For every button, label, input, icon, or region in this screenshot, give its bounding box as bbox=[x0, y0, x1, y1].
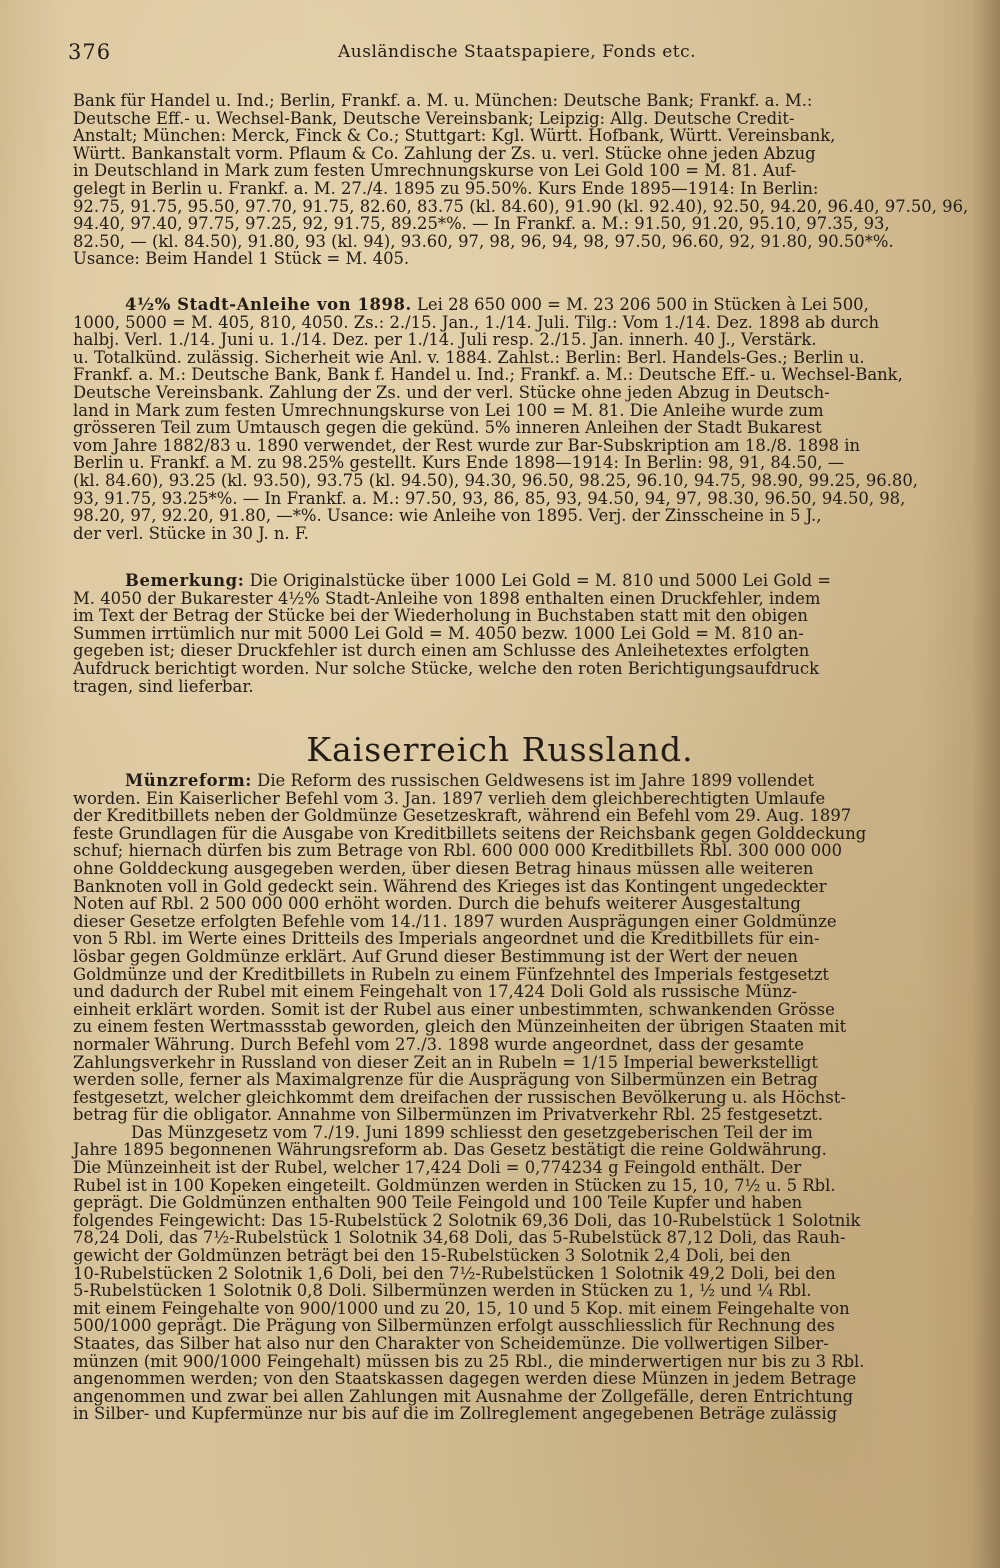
text-line: Zahlungsverkehr in Russland von dieser Zeit an in Rubeln = 1/15 Imperial bewerkstelligt bbox=[73, 1052, 818, 1072]
text-line: folgendes Feingewicht: Das 15-Rubelstück 2 Solotnik 69,36 Doli, das 10-Rubelstück 1 Solotnik bbox=[73, 1210, 861, 1230]
text-line: halbj. Verl. 1./14. Juni u. 1./14. Dez. per 1./14. Juli resp. 2./15. Jan. innerh. 40 J., Verstärk. bbox=[73, 330, 817, 350]
section-text: Die Reform des russischen Geldwesens ist im Jahre 1899 vollendet bbox=[251, 771, 815, 790]
text-line: vom Jahre 1882/83 u. 1890 verwendet, der Rest wurde zur Bar-Subskription am 18./8. 1898 in bbox=[73, 435, 861, 455]
text-line: Staates, das Silber hat also nur den Charakter von Scheidemünze. Die vollwertigen Silber- bbox=[73, 1334, 829, 1353]
text-line: festgesetzt, welcher gleichkommt dem dreifachen der russischen Bevölkerung u. als Höchst- bbox=[73, 1087, 846, 1107]
text-line: schuf; hiernach dürfen bis zum Betrage von Rbl. 600 000 000 Kreditbillets Rbl. 300 000 000 bbox=[73, 841, 843, 861]
text-line: (kl. 84.60), 93.25 (kl. 93.50), 93.75 (kl. 94.50), 94.30, 96.50, 98.25, 96.10, 94.75, 98.90, 99.25, 96.80, bbox=[73, 470, 918, 490]
text-line: Deutsche Eff.- u. Wechsel-Bank, Deutsche Vereinsbank; Leipzig: Allg. Deutsche Credit- bbox=[73, 108, 795, 128]
text-line: Summen irrtümlich nur mit 5000 Lei Gold = M. 4050 bezw. 1000 Lei Gold = M. 810 an- bbox=[73, 623, 804, 643]
text-line: Frankf. a. M.: Deutsche Bank, Bank f. Handel u. Ind.; Frankf. a. M.: Deutsche Eff.- u. Wechsel-Bank, bbox=[73, 365, 903, 385]
paragraph-bemerkung bbox=[73, 572, 963, 695]
text-line: u. Totalkünd. zulässig. Sicherheit wie Anl. v. 1884. Zahlst.: Berlin: Berl. Handels-Ges.; Berlin u. bbox=[73, 347, 865, 367]
text-line: Bank für Handel u. Ind.; Berlin, Frankf. a. M. u. München: Deutsche Bank; Frankf. a. M.: bbox=[73, 91, 813, 110]
entry-heading: 4½% Stadt-Anleihe von 1898. bbox=[125, 295, 412, 314]
text-line: Noten auf Rbl. 2 500 000 000 erhöht worden. Durch die behufs weiterer Ausgestaltung bbox=[73, 894, 801, 914]
section-subheading: Münzreform: bbox=[125, 771, 252, 790]
text-line: 94.40, 97.40, 97.75, 97.25, 92, 91.75, 89.25*%. — In Frankf. a. M.: 91.50, 91.20, 95.10, 97.35, 93, bbox=[73, 214, 890, 234]
text-line: in Silber- und Kupfermünze nur bis auf die im Zollreglement angegebenen Beträge zulässig bbox=[73, 1404, 838, 1424]
text-line: mit einem Feingehalte von 900/1000 und zu 20, 15, 10 und 5 Kop. mit einem Feingehalte von bbox=[73, 1298, 850, 1318]
text-line: Württ. Bankanstalt vorm. Pflaum & Co. Zahlung der Zs. u. verl. Stücke ohne jeden Abzug bbox=[73, 143, 816, 163]
running-title: Ausländische Staatspapiere, Fonds etc. bbox=[338, 42, 697, 62]
text-line: gegeben ist; dieser Druckfehler ist durch einen am Schlusse des Anleihetextes erfolgten bbox=[73, 641, 810, 661]
text-line-first bbox=[73, 572, 963, 590]
text-line: der verl. Stücke in 30 J. n. F. bbox=[73, 523, 309, 543]
text-line: Rubel ist in 100 Kopeken eingeteilt. Goldmünzen werden in Stücken zu 15, 10, 7½ u. 5 Rbl. bbox=[73, 1175, 836, 1195]
text-line: Deutsche Vereinsbank. Zahlung der Zs. und der verl. Stücke ohne jeden Abzug in Deutsch- bbox=[73, 382, 830, 402]
text-line: M. 4050 der Bukarester 4½% Stadt-Anleihe von 1898 enthalten einen Druckfehler, indem bbox=[73, 588, 821, 608]
text-line: gewicht der Goldmünzen beträgt bei den 15-Rubelstücken 3 Solotnik 2,4 Doli, bei den bbox=[73, 1246, 791, 1266]
text-line: normaler Währung. Durch Befehl vom 27./3. 1898 wurde angeordnet, dass der gesamte bbox=[73, 1034, 804, 1054]
text-line-para2-first: Das Münzgesetz vom 7./19. Juni 1899 schliesst den gesetzgeberischen Teil der im bbox=[131, 1122, 813, 1142]
text-line: Anstalt; München: Merck, Finck & Co.; Stuttgart: Kgl. Württ. Hofbank, Württ. Vereinsbank, bbox=[73, 126, 836, 146]
text-line: und dadurch der Rubel mit einem Feingehalt von 17,424 Doli Gold als russische Münz- bbox=[73, 982, 798, 1002]
paragraph-stadt-anleihe-1898 bbox=[73, 296, 963, 542]
text-line: Aufdruck berichtigt worden. Nur solche Stücke, welche den roten Berichtigungsaufdruck bbox=[73, 658, 820, 678]
text-line: 98.20, 97, 92.20, 91.80, —*%. Usance: wie Anleihe von 1895. Verj. der Zinsscheine in 5 J., bbox=[73, 506, 822, 526]
page-edge-shadow bbox=[972, 0, 1000, 1568]
entry-text: Lei 28 650 000 = M. 23 206 500 in Stücken à Lei 500, bbox=[411, 295, 869, 314]
text-line: von 5 Rbl. im Werte eines Dritteils des Imperials angeordnet und die Kreditbillets für ein- bbox=[73, 929, 820, 949]
text-line: gelegt in Berlin u. Frankf. a. M. 27./4. 1895 zu 95.50%. Kurs Ende 1895—1914: In Berlin: bbox=[73, 178, 819, 198]
text-line: 78,24 Doli, das 7½-Rubelstück 1 Solotnik 34,68 Doli, das 5-Rubelstück 87,12 Doli, das Rauh- bbox=[73, 1228, 846, 1248]
text-line: dieser Gesetze erfolgten Befehle vom 14./11. 1897 wurden Ausprägungen einer Goldmünze bbox=[73, 911, 837, 931]
text-line: 82.50, — (kl. 84.50), 91.80, 93 (kl. 94), 93.60, 97, 98, 96, 94, 98, 97.50, 96.60, 92, 91.80, 90.50*%. bbox=[73, 231, 894, 251]
text-line: feste Grundlagen für die Ausgabe von Kreditbillets seitens der Reichsbank gegen Golddeckung bbox=[73, 823, 867, 843]
text-line: 92.75, 91.75, 95.50, 97.70, 91.75, 82.60, 83.75 (kl. 84.60), 91.90 (kl. 92.40), 92.50, 94.20, 96.40, 97.50, 96, bbox=[73, 196, 969, 216]
text-line: betrag für die obligator. Annahme von Silbermünzen im Privatverkehr Rbl. 25 festgesetzt. bbox=[73, 1105, 823, 1125]
text-line: Die Münzeinheit ist der Rubel, welcher 17,424 Doli = 0,774234 g Feingold enthält. Der bbox=[73, 1158, 802, 1178]
text-line-first bbox=[73, 772, 963, 790]
text-line-first bbox=[73, 296, 963, 314]
text-line: im Text der Betrag der Stücke bei der Wiederholung in Buchstaben statt mit den obigen bbox=[73, 606, 808, 626]
text-line: Usance: Beim Handel 1 Stück = M. 405. bbox=[73, 249, 410, 269]
text-line: 5-Rubelstücken 1 Solotnik 0,8 Doli. Silbermünzen werden in Stücken zu 1, ½ und ¼ Rbl. bbox=[73, 1281, 812, 1301]
remark-text: Die Originalstücke über 1000 Lei Gold = M. 810 und 5000 Lei Gold = bbox=[244, 571, 832, 590]
text-line: in Deutschland in Mark zum festen Umrechnungskurse von Lei Gold 100 = M. 81. Auf- bbox=[73, 161, 797, 181]
section-title: Kaiserreich Russland. bbox=[306, 730, 694, 769]
paragraph-muenzreform bbox=[73, 772, 963, 1423]
text-line: ohne Golddeckung ausgegeben werden, über diesen Betrag hinaus müssen alle weiteren bbox=[73, 858, 814, 878]
text-line: Berlin u. Frankf. a M. zu 98.25% gestellt. Kurs Ende 1898—1914: In Berlin: 98, 91, 84.50, — bbox=[73, 453, 845, 473]
text-line: Jahre 1895 begonnenen Währungsreform ab. Das Gesetz bestätigt die reine Goldwährung. bbox=[73, 1140, 827, 1160]
text-line: münzen (mit 900/1000 Feingehalt) müssen bis zu 25 Rbl., die minderwertigen nur bis zu 3 Rbl. bbox=[73, 1351, 865, 1371]
text-line: Goldmünze und der Kreditbillets in Rubeln zu einem Fünfzehntel des Imperials festgesetzt bbox=[73, 964, 829, 984]
text-line: 500/1000 geprägt. Die Prägung von Silbermünzen erfolgt ausschliesslich für Rechnung des bbox=[73, 1316, 835, 1336]
text-line: 10-Rubelstücken 2 Solotnik 1,6 Doli, bei den 7½-Rubelstücken 1 Solotnik 49,2 Doli, bei den bbox=[73, 1263, 836, 1283]
text-line: zu einem festen Wertmassstab geworden, gleich den Münzeinheiten der übrigen Staaten mit bbox=[73, 1017, 847, 1037]
text-line: land in Mark zum festen Umrechnungskurse von Lei 100 = M. 81. Die Anleihe wurde zum bbox=[73, 400, 824, 420]
text-line: grösseren Teil zum Umtausch gegen die gekünd. 5% inneren Anleihen der Stadt Bukarest bbox=[73, 418, 822, 438]
page-number: 376 bbox=[68, 40, 112, 64]
text-line: worden. Ein Kaiserlicher Befehl vom 3. Jan. 1897 verlieh dem gleichberechtigten Umlaufe bbox=[73, 788, 826, 808]
text-line: Banknoten voll in Gold gedeckt sein. Während des Krieges ist das Kontingent ungedeckter bbox=[73, 876, 827, 896]
text-line: angenommen werden; von den Staatskassen dagegen werden diese Münzen in jedem Betrage bbox=[73, 1369, 857, 1389]
remark-heading: Bemerkung: bbox=[125, 571, 245, 590]
text-line: lösbar gegen Goldmünze erklärt. Auf Grund dieser Bestimmung ist der Wert der neuen bbox=[73, 946, 798, 966]
paragraph-1895-loan-continuation bbox=[73, 91, 969, 269]
text-line: 93, 91.75, 93.25*%. — In Frankf. a. M.: 97.50, 93, 86, 85, 93, 94.50, 94, 97, 98.30, 96.50, 94.50, 98, bbox=[73, 488, 906, 508]
text-line: der Kreditbillets neben der Goldmünze Gesetzeskraft, während ein Befehl vom 29. Aug. 1897 bbox=[73, 806, 852, 826]
text-line: geprägt. Die Goldmünzen enthalten 900 Teile Feingold und 100 Teile Kupfer und haben bbox=[73, 1193, 803, 1213]
text-line: tragen, sind lieferbar. bbox=[73, 676, 254, 696]
page-header bbox=[68, 40, 968, 70]
text-line: angenommen und zwar bei allen Zahlungen mit Ausnahme der Zollgefälle, deren Entrichtung bbox=[73, 1386, 854, 1406]
text-line: 1000, 5000 = M. 405, 810, 4050. Zs.: 2./15. Jan., 1./14. Juli. Tilg.: Vom 1./14. Dez. 1898 ab durch bbox=[73, 312, 880, 332]
text-line: werden solle, ferner als Maximalgrenze für die Ausprägung von Silbermünzen ein Betrag bbox=[73, 1070, 818, 1090]
text-line: einheit erklärt worden. Somit ist der Rubel aus einer unbestimmten, schwankenden Grösse bbox=[73, 999, 835, 1019]
